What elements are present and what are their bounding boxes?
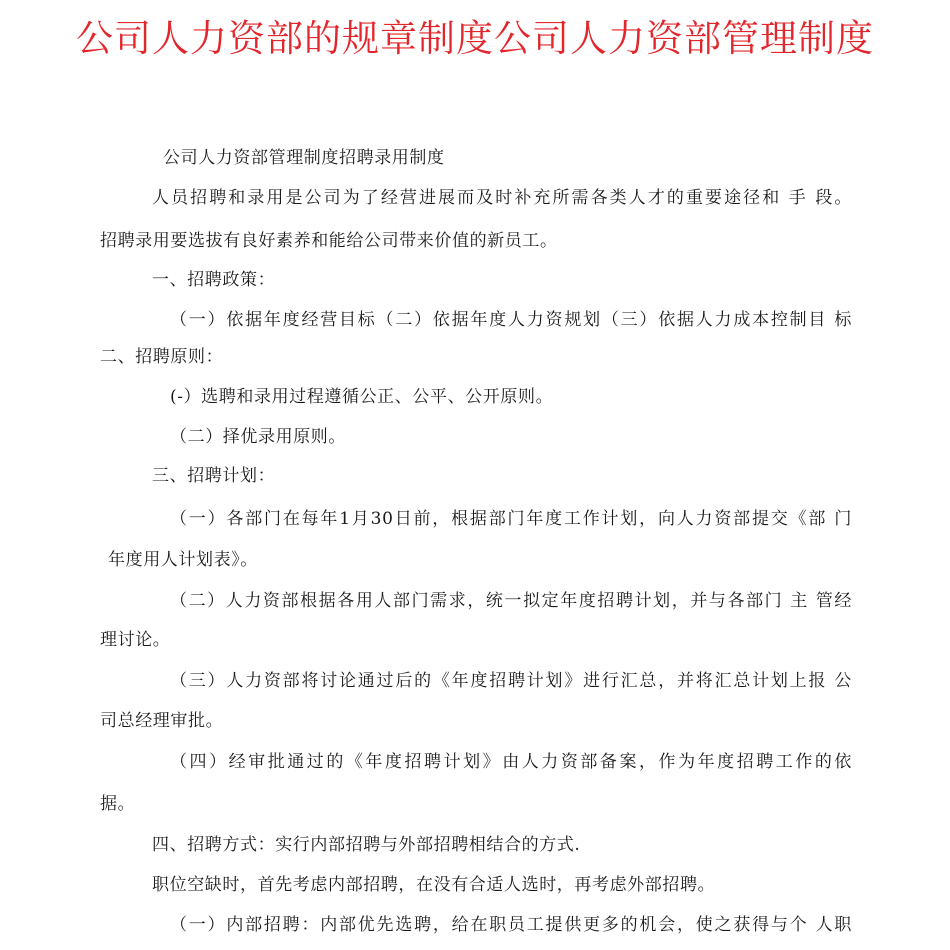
paragraph-line: 理讨论。	[100, 630, 171, 650]
paragraph-line: 年度用人计划表》。	[108, 550, 258, 570]
paragraph-line: （二）人力资部根据各用人部门需求，统一拟定年度招聘计划，并与各部门 主 管经	[170, 591, 852, 611]
paragraph-line: （二）择优录用原则。	[170, 427, 346, 447]
section-heading: 一、招聘政策：	[152, 270, 276, 290]
subtitle-line: 公司人力资部管理制度招聘录用制度	[163, 148, 445, 168]
paragraph-line: （三）人力资部将讨论通过后的《年度招聘计划》进行汇总，并将汇总计划上报 公	[170, 671, 852, 691]
paragraph-line: 司总经理审批。	[100, 711, 224, 731]
section-heading: 二、招聘原则：	[100, 347, 224, 367]
paragraph-line: 招聘录用要选拔有良好素养和能给公司带来价值的新员工。	[100, 231, 558, 251]
paragraph-line: (-）选聘和录用过程遵循公正、公平、公开原则。	[170, 387, 554, 407]
paragraph-line: 据。	[100, 794, 136, 814]
section-heading: 四、招聘方式：实行内部招聘与外部招聘相结合的方式.	[152, 835, 581, 855]
paragraph-line: （一）依据年度经营目标（二）依据年度人力资规划（三）依据人力成本控制目 标	[170, 310, 852, 330]
paragraph-line: 人员招聘和录用是公司为了经营进展而及时补充所需各类人才的重要途径和 手 段。	[152, 188, 852, 208]
section-heading: 三、招聘计划：	[152, 466, 276, 486]
paragraph-line: 职位空缺时，首先考虑内部招聘，在没有合适人选时，再考虑外部招聘。	[152, 875, 716, 895]
document-title: 公司人力资部的规章制度公司人力资部管理制度	[76, 17, 874, 60]
paragraph-line: （一）各部门在每年1月30日前，根据部门年度工作计划，向人力资部提交《部 门	[170, 509, 852, 529]
paragraph-line: （四）经审批通过的《年度招聘计划》由人力资部备案，作为年度招聘工作的依	[170, 752, 852, 772]
paragraph-line: （一）内部招聘：内部优先选聘，给在职员工提供更多的机会，使之获得与个 人职	[170, 915, 852, 935]
